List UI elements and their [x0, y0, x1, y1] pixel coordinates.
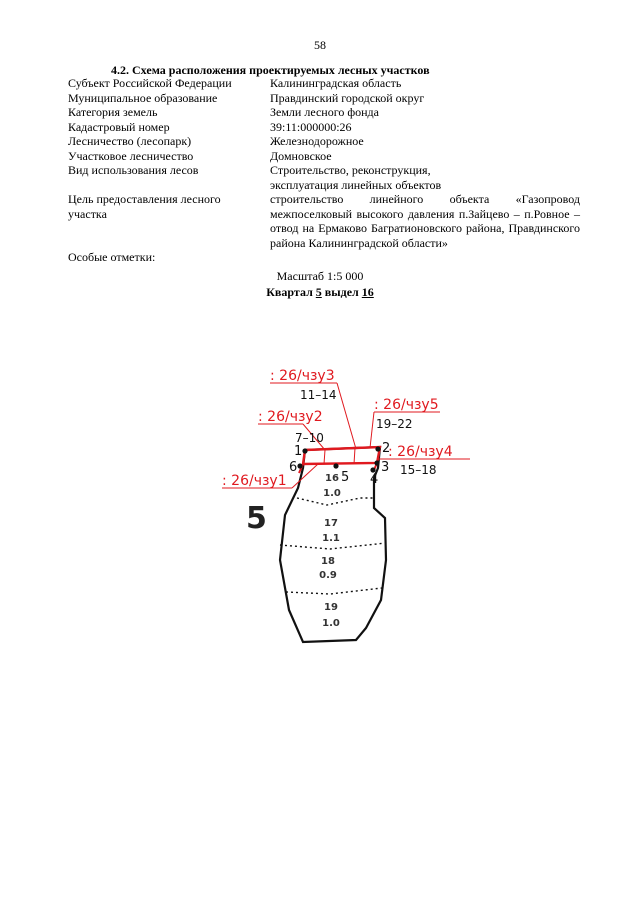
stand-boundary-18-19: [286, 588, 382, 594]
info-label: Муниципальное образование: [68, 90, 218, 105]
info-value: Земли лесного фонда: [270, 105, 379, 119]
stand-value-17: 1.1: [322, 533, 340, 544]
info-label: Лесничество (лесопарк): [68, 134, 192, 148]
stand-number-17: 17: [324, 518, 338, 529]
plot-prefix: выдел: [321, 285, 362, 299]
stand-value-19: 1.0: [322, 618, 340, 629]
part-label-czu3: : 26/чзу3: [270, 368, 335, 384]
part-label-czu4: : 26/чзу4: [388, 444, 453, 460]
stand-value-18: 0.9: [319, 570, 337, 581]
stand-value-16: 1.0: [323, 488, 341, 499]
vertex-label-6: 6: [289, 460, 298, 475]
vertex-marker: [302, 448, 307, 453]
info-label: Субъект Российской Федерации: [68, 76, 232, 90]
vertex-marker: [297, 463, 302, 468]
vertex-marker: [374, 460, 379, 465]
info-label: Вид использования лесов: [68, 163, 199, 177]
info-value: Правдинский городской округ: [270, 90, 425, 105]
part-label-czu2: : 26/чзу2: [258, 409, 323, 425]
part-label-czu5: : 26/чзу5: [374, 397, 439, 413]
part-label-czu1: : 26/чзу1: [222, 473, 287, 489]
quarter-prefix: Квартал: [266, 285, 316, 299]
vertex-marker: [375, 446, 380, 451]
info-value: Строительство, реконструкция, эксплуатация линейных объектов: [270, 163, 442, 192]
stand-number-18: 18: [321, 556, 335, 567]
section-title: 4.2. Схема расположения проектируемых лесных участков: [111, 63, 430, 77]
info-value: Железнодорожное: [270, 134, 364, 148]
vertex-label-3: 3: [381, 460, 390, 475]
info-label: Участковое лесничество: [68, 148, 194, 163]
info-value: Калининградская область: [270, 76, 402, 90]
vertex-label-5: 5: [341, 470, 350, 485]
quarter-number-label: 5: [246, 501, 267, 536]
project-area-boundary: [303, 447, 380, 464]
point-range-czu5: 19–22: [376, 417, 413, 431]
point-range-czu4: 15–18: [400, 463, 437, 477]
info-label: Цель предоставления лесного участка: [68, 192, 221, 221]
info-value: строительство линейного объекта «Газопровод межпоселковый высокого давления п.Зайцево – п.Ровное – отвод на Ермаково Багратионовского района, Правдинского района Калининградской области»: [270, 192, 580, 250]
stand-boundary-16-17: [297, 498, 374, 505]
info-label: Кадастровый номер: [68, 119, 170, 134]
point-range-czu3: 11–14: [300, 388, 337, 402]
part-divider: [324, 450, 325, 464]
leader-line-czu3: [337, 383, 356, 449]
vertex-label-1: 1: [294, 444, 303, 459]
part-divider: [354, 448, 355, 464]
info-label: Особые отметки:: [68, 250, 156, 264]
info-value: Домновское: [270, 148, 332, 163]
scale-label: Масштаб 1:5 000: [276, 269, 364, 283]
plot-number: 16: [361, 285, 374, 299]
info-value: 39:11:000000:26: [270, 119, 352, 134]
vertex-marker: [333, 463, 338, 468]
leader-line-czu5: [370, 412, 374, 448]
vertex-label-2: 2: [382, 441, 391, 456]
point-range-czu2: 7–10: [295, 431, 324, 445]
stand-number-16: 16: [325, 473, 339, 484]
vertex-label-4: 4: [370, 472, 379, 487]
quarter-number: 5: [315, 285, 322, 299]
page-number: 58: [314, 38, 326, 52]
info-label: Категория земель: [68, 105, 158, 119]
stand-number-19: 19: [324, 602, 338, 613]
